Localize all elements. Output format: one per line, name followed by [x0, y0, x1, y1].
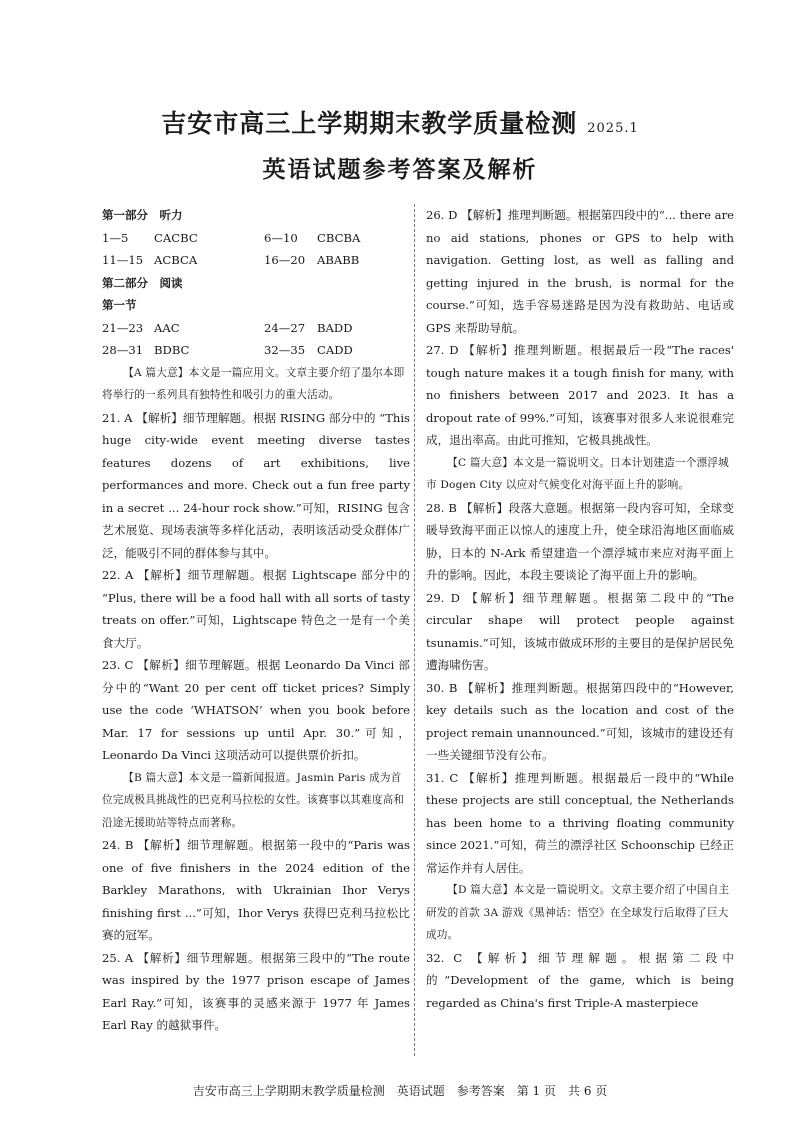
answer-cell: BDBC — [154, 343, 190, 357]
answer-cell: CBCBA — [317, 230, 361, 245]
document-title — [0, 104, 800, 140]
answer-row — [102, 317, 410, 340]
question-explanation: 32. C 【解析】细节理解题。根据第二段中的“Development of the game, which is being regarded as China's first Triple-A masterpiece — [426, 950, 734, 1010]
question-explanation: 21. A 【解析】细节理解题。根据 RISING 部分中的 “This huge city-wide event meeting diverse tastes features dozens of art exhibitions, live performances and more. Check out a fun free party in a secret ... 24-hour rock show.”可知，RISING 包含艺术展览、现场表演等多样化活动，表明该活动受众群体广泛，能吸引不同的群体参与其中。 — [102, 410, 410, 560]
right-explanations — [426, 204, 734, 1014]
passage-summary: 【B 篇大意】本文是一篇新闻报道。Jasmin Paris 成为首位完成极具挑战性的巴克利马拉松的女性。该赛事以其难度高和沿途无援助站等特点而著称。 — [102, 771, 405, 829]
answer-cell: CADD — [317, 343, 353, 357]
question-explanation: 24. B 【解析】细节理解题。根据第一段中的“Paris was one of five finishers in the 2024 edition of the Barkley Marathons, with Ukrainian Ihor Verys finishing first ...”可知，Ihor Verys 获得巴克利马拉松比赛的冠军。 — [102, 838, 410, 942]
passage-summary: 【D 篇大意】本文是一篇说明文。文章主要介绍了中国自主研发的首款 3A 游戏《黑神话：悟空》在全球发行后取得了巨大成功。 — [426, 884, 730, 941]
question-explanation: 23. C 【解析】细节理解题。根据 Leonardo Da Vinci 部分中的“Want 20 per cent off ticket prices? Simply use the code ‘WHATSON’ when you book before Mar. 17 for sessions up until Apr. 30.”可知，Leonardo Da Vinci 这项活动可以提供票价折扣。 — [102, 658, 410, 762]
title-text: 吉安市高三上学期期末教学质量检测 — [161, 109, 578, 138]
question-explanation: 27. D 【解析】推理判断题。根据最后一段“The races' tough nature makes it a tough finish for many, with no finishers between 2017 and 2023. It has a dropout rate of 99%.”可知，该赛事对很多人来说很难完成，退出率高。由此可推知，它极具挑战性。 — [426, 343, 734, 447]
question-explanation: 28. B 【解析】段落大意题。根据第一段内容可知，全球变暖导致海平面正以惊人的速度上升，使全球沿海地区面临威胁，日本的 N-Ark 希望建造一个漂浮城市来应对海平面上升的影响。因此，本段主要谈论了海平面上升的影响。 — [426, 500, 734, 582]
answer-row — [102, 249, 410, 272]
range-cell: 28—31 — [102, 343, 144, 357]
question-explanation: 30. B 【解析】推理判断题。根据第四段中的“However, key details such as the location and cost of the project remain unannounced.”可知，该城市的建设还有一些关键细节没有公布。 — [426, 680, 734, 762]
left-column — [102, 204, 410, 1037]
title-date: 2025.1 — [587, 121, 639, 136]
right-column — [426, 204, 734, 1014]
range-cell: 6—10 — [264, 230, 298, 245]
answer-row — [102, 339, 410, 362]
part2-heading: 第二部分 阅读 — [102, 275, 183, 290]
answer-row — [102, 227, 410, 250]
column-divider — [414, 204, 416, 1056]
range-cell: 16—20 — [264, 253, 306, 267]
question-explanation: 25. A 【解析】细节理解题。根据第三段中的“The route was inspired by the 1977 prison escape of James Earl Ray.”可知，该赛事的灵感来源于 1977 年 James Earl Ray 的越狱事件。 — [102, 950, 410, 1032]
question-explanation: 29. D 【解析】细节理解题。根据第二段中的“The circular shape will protect people against tsunamis.”可知，该城市做成环形的主要目的是保护居民免遭海啸伤害。 — [426, 590, 734, 672]
question-explanation: 22. A 【解析】细节理解题。根据 Lightscape 部分中的 “Plus, there will be a food hall with all sorts of tasty treats on offer.”可知，Lightscape 特色之一是有一个美食大厅。 — [102, 568, 410, 650]
range-cell: 1—5 — [102, 230, 129, 245]
range-cell: 21—23 — [102, 320, 144, 335]
answer-cell: AAC — [154, 320, 180, 335]
document-subtitle: 英语试题参考答案及解析 — [262, 156, 538, 183]
answer-cell: CACBC — [154, 230, 198, 245]
passage-summary: 【A 篇大意】本文是一篇应用文。文章主要介绍了墨尔本即将举行的一系列具有独特性和吸引力的重大活动。 — [102, 366, 405, 401]
question-explanation: 26. D 【解析】推理判断题。根据第四段中的“... there are no aid stations, phones or GPS to help with navigation. Getting lost, as well as falling and getting injured in the brush, is normal for the course.”可知，选手容易迷路是因为没有救助站、电话或 GPS 来帮助导航。 — [426, 208, 734, 335]
range-cell: 24—27 — [264, 320, 306, 335]
page-footer: 吉安市高三上学期期末教学质量检测 英语试题 参考答案 第 1 页 共 6 页 — [192, 1084, 608, 1098]
section-heading: 第一节 — [102, 298, 137, 312]
range-cell: 11—15 — [102, 253, 144, 267]
answer-cell: BADD — [317, 320, 353, 335]
passage-summary: 【C 篇大意】本文是一篇说明文。日本计划建造一个漂浮城市 Dogen City 以应对气候变化对海平面上升的影响。 — [426, 456, 729, 491]
range-cell: 32—35 — [264, 343, 306, 357]
question-explanation: 31. C 【解析】推理判断题。根据最后一段中的“While these projects are still conceptual, the Netherlands has been home to a thriving floating community since 2021.”可知，荷兰的漂浮社区 Schoonschip 已经正常运作并有人居住。 — [426, 770, 734, 875]
left-explanations — [102, 362, 410, 1037]
part1-heading: 第一部分 听力 — [102, 208, 183, 222]
answer-cell: ACBCA — [154, 253, 198, 267]
answer-cell: ABABB — [317, 253, 360, 267]
